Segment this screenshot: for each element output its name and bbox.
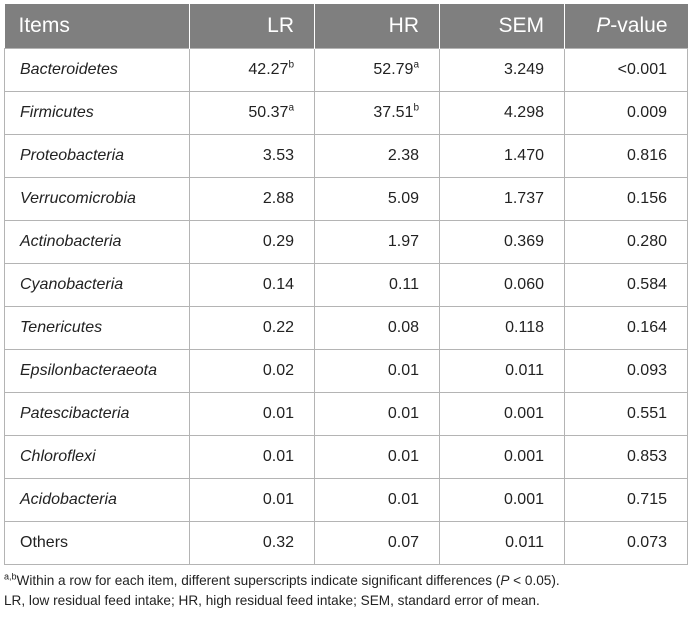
cell-hr-value: 37.51: [373, 104, 414, 121]
cell-lr: [190, 307, 315, 350]
footnote-line1-a: Within a row for each item, different superscripts indicate significant differences (: [16, 573, 501, 588]
cell-hr-value: 0.01: [387, 491, 419, 508]
cell-item: Tenericutes: [5, 307, 190, 350]
cell-lr-value: 0.02: [262, 362, 294, 379]
cell-sem: 0.001: [440, 479, 565, 522]
table-row: [5, 135, 688, 178]
data-table: [4, 4, 688, 565]
cell-item: Bacteroidetes: [5, 49, 190, 92]
header-p-value: [565, 4, 688, 49]
cell-p-value: 0.853: [565, 436, 688, 479]
cell-lr-value: 2.88: [262, 190, 294, 207]
cell-sem: 1.737: [440, 178, 565, 221]
cell-hr-value: 0.01: [387, 362, 419, 379]
cell-sem: 0.060: [440, 264, 565, 307]
cell-sem: 0.001: [440, 436, 565, 479]
cell-lr: [190, 221, 315, 264]
cell-lr-value: 0.29: [262, 233, 294, 250]
cell-lr: [190, 393, 315, 436]
cell-hr-value: 52.79: [373, 61, 414, 78]
cell-hr-value: 1.97: [387, 233, 419, 250]
cell-hr-value: 0.11: [389, 276, 419, 293]
data-table-container: [4, 4, 687, 565]
header-hr: HR: [315, 4, 440, 49]
cell-hr: [315, 92, 440, 135]
cell-item: Patescibacteria: [5, 393, 190, 436]
cell-sem: 0.001: [440, 393, 565, 436]
table-footnotes: [4, 571, 687, 611]
cell-hr-value: 0.08: [387, 319, 419, 336]
cell-lr-value: 0.01: [262, 491, 294, 508]
cell-hr: [315, 393, 440, 436]
cell-hr-superscript: b: [413, 102, 419, 114]
cell-hr: [315, 49, 440, 92]
footnote-line1-p: P: [500, 573, 510, 588]
cell-hr: [315, 221, 440, 264]
cell-hr-value: 2.38: [387, 147, 419, 164]
table-row: [5, 393, 688, 436]
cell-p-value: 0.551: [565, 393, 688, 436]
cell-hr: [315, 135, 440, 178]
table-row: [5, 436, 688, 479]
cell-hr: [315, 307, 440, 350]
cell-hr: [315, 264, 440, 307]
cell-item: Proteobacteria: [5, 135, 190, 178]
header-sem: SEM: [440, 4, 565, 49]
footnote-abbreviations: LR, low residual feed intake; HR, high residual feed intake; SEM, standard error of mean.: [4, 593, 540, 608]
cell-sem: 3.249: [440, 49, 565, 92]
table-row: [5, 92, 688, 135]
footnote-line1-b: < 0.05).: [509, 573, 560, 588]
cell-lr-value: 0.14: [262, 276, 294, 293]
cell-lr: [190, 350, 315, 393]
cell-lr-value: 0.32: [262, 534, 294, 551]
cell-lr: [190, 178, 315, 221]
table-row: [5, 350, 688, 393]
cell-lr-value: 42.27: [248, 61, 289, 78]
cell-hr: [315, 479, 440, 522]
cell-p-value: <0.001: [565, 49, 688, 92]
header-p-rest: -value: [610, 14, 668, 37]
cell-p-value: 0.715: [565, 479, 688, 522]
table-row: [5, 479, 688, 522]
footnote-superscript: a,b: [4, 571, 17, 582]
table-header-row: [5, 4, 688, 49]
cell-p-value: 0.280: [565, 221, 688, 264]
cell-sem: 0.118: [440, 307, 565, 350]
cell-item: Others: [5, 522, 190, 565]
table-row: [5, 49, 688, 92]
cell-item: Cyanobacteria: [5, 264, 190, 307]
cell-lr-value: 0.01: [262, 448, 294, 465]
cell-hr: [315, 522, 440, 565]
cell-hr-superscript: a: [413, 59, 419, 71]
cell-p-value: 0.093: [565, 350, 688, 393]
cell-hr: [315, 350, 440, 393]
table-row: [5, 221, 688, 264]
cell-hr-value: 0.01: [387, 405, 419, 422]
cell-p-value: 0.156: [565, 178, 688, 221]
cell-hr-value: 0.07: [387, 534, 419, 551]
cell-item: Firmicutes: [5, 92, 190, 135]
table-row: [5, 307, 688, 350]
cell-p-value: 0.009: [565, 92, 688, 135]
table-row: [5, 178, 688, 221]
cell-sem: 0.369: [440, 221, 565, 264]
cell-sem: 1.470: [440, 135, 565, 178]
cell-hr: [315, 436, 440, 479]
cell-lr: [190, 264, 315, 307]
cell-sem: 4.298: [440, 92, 565, 135]
table-row: [5, 522, 688, 565]
cell-item: Acidobacteria: [5, 479, 190, 522]
footnote-significance: [4, 571, 687, 591]
cell-lr-value: 3.53: [262, 147, 294, 164]
header-lr: LR: [190, 4, 315, 49]
cell-p-value: 0.816: [565, 135, 688, 178]
header-p-italic: P: [596, 14, 611, 37]
cell-sem: 0.011: [440, 522, 565, 565]
cell-p-value: 0.164: [565, 307, 688, 350]
cell-hr: [315, 178, 440, 221]
cell-lr: [190, 436, 315, 479]
cell-hr-value: 5.09: [387, 190, 419, 207]
cell-lr: [190, 135, 315, 178]
cell-sem: 0.011: [440, 350, 565, 393]
cell-item: Epsilonbacteraeota: [5, 350, 190, 393]
cell-hr-value: 0.01: [387, 448, 419, 465]
cell-p-value: 0.584: [565, 264, 688, 307]
cell-lr-value: 50.37: [248, 104, 289, 121]
cell-lr-superscript: b: [288, 59, 294, 71]
cell-lr: [190, 92, 315, 135]
cell-item: Verrucomicrobia: [5, 178, 190, 221]
header-items: Items: [18, 14, 70, 37]
cell-lr-superscript: a: [288, 102, 294, 114]
cell-lr: [190, 522, 315, 565]
cell-lr-value: 0.22: [262, 319, 294, 336]
cell-item: Chloroflexi: [5, 436, 190, 479]
cell-item: Actinobacteria: [5, 221, 190, 264]
table-body: [5, 49, 688, 565]
cell-lr: [190, 479, 315, 522]
cell-lr: [190, 49, 315, 92]
table-row: [5, 264, 688, 307]
cell-p-value: 0.073: [565, 522, 688, 565]
cell-lr-value: 0.01: [262, 405, 294, 422]
